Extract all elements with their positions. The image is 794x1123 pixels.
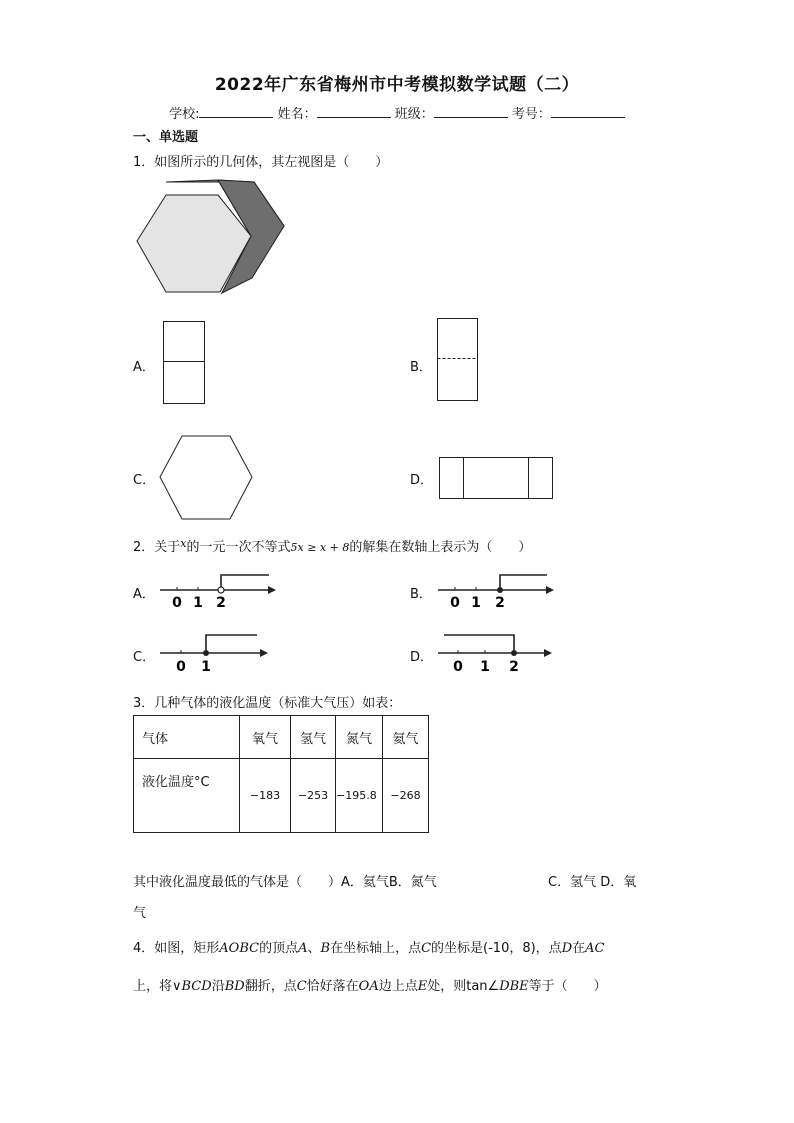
- question-1-text: 1．如图所示的几何体，其左视图是（ ）: [133, 155, 389, 170]
- table-header-cell: 氦气: [383, 716, 429, 759]
- q2-option-d-label: D．: [410, 650, 434, 665]
- question-4-line1: 4．如图，矩形AOBC的顶点A、B在坐标轴上，点C的坐标是(-10，8)，点D在AC: [133, 941, 605, 956]
- name-blank: [317, 105, 391, 118]
- name-label: 姓名：: [277, 107, 317, 122]
- section-title: 一、单选题: [133, 130, 199, 145]
- q2-option-a-numberline[interactable]: [158, 570, 278, 612]
- question-3-text: 3．几种气体的液化温度（标准大气压）如表：: [133, 696, 402, 711]
- table-header-cell: 气体: [134, 716, 240, 759]
- table-header-cell: 氮气: [336, 716, 383, 759]
- gas-temperature-table: [133, 715, 429, 833]
- svg-text:2: 2: [216, 595, 226, 611]
- student-info-line: [0, 103, 794, 122]
- hexagonal-prism-figure: [134, 178, 289, 296]
- svg-text:2: 2: [495, 595, 505, 611]
- table-cell: −195.8: [336, 759, 383, 833]
- svg-text:1: 1: [480, 659, 490, 675]
- table-cell: −183: [240, 759, 291, 833]
- q1-option-b-figure[interactable]: [437, 318, 479, 402]
- question-3-choices: 其中液化温度最低的气体是（ ）A．氦气B．氮气: [133, 875, 437, 890]
- table-cell: −268: [383, 759, 429, 833]
- q2-option-c-numberline[interactable]: [158, 632, 273, 676]
- q2-option-b-label: B．: [410, 587, 432, 602]
- svg-text:0: 0: [453, 659, 463, 675]
- class-blank: [434, 105, 508, 118]
- id-blank: [551, 105, 625, 118]
- class-label: 班级：: [394, 107, 434, 122]
- svg-text:0: 0: [172, 595, 182, 611]
- svg-text:0: 0: [176, 659, 186, 675]
- svg-text:1: 1: [471, 595, 481, 611]
- q1-option-d-figure[interactable]: [439, 457, 555, 500]
- svg-text:1: 1: [201, 659, 211, 675]
- svg-text:0: 0: [450, 595, 460, 611]
- table-header-cell: 氧气: [240, 716, 291, 759]
- svg-text:2: 2: [509, 659, 519, 675]
- q1-option-c-label: C．: [133, 473, 156, 488]
- id-label: 考号：: [511, 107, 551, 122]
- table-header-cell: 氢气: [291, 716, 336, 759]
- q1-option-b-label: B．: [410, 360, 432, 375]
- table-cell: −253: [291, 759, 336, 833]
- q2-option-b-numberline[interactable]: [436, 570, 556, 612]
- question-3-choices-c: C．氢气 D．氧: [548, 875, 637, 890]
- q1-option-d-label: D．: [410, 473, 434, 488]
- inequality: 5x ≥ x + 8: [290, 541, 350, 554]
- svg-text:1: 1: [193, 595, 203, 611]
- question-2-text: 2．关于$^x$的一元一次不等式5x ≥ x + 8的解集在数轴上表示为（ ）: [133, 537, 532, 555]
- school-blank: [199, 105, 273, 118]
- question-4-line2: 上，将∨BCD沿BD翻折，点C恰好落在OA边上点E处，则tan∠DBE等于（ ）: [133, 979, 607, 994]
- q2-option-d-numberline[interactable]: [436, 632, 556, 676]
- q2-option-a-label: A．: [133, 587, 155, 602]
- q2-option-c-label: C．: [133, 650, 156, 665]
- q1-option-a-label: A．: [133, 360, 155, 375]
- q1-option-a-figure[interactable]: [163, 321, 206, 405]
- school-label: 学校:: [169, 107, 200, 122]
- table-row-label: 液化温度°C: [134, 759, 240, 833]
- page-title: 2022年广东省梅州市中考模拟数学试题（二）: [214, 75, 580, 95]
- question-3-choices-wrap: 气: [133, 906, 147, 921]
- var-x: x: [180, 537, 187, 550]
- q1-option-c-figure[interactable]: [158, 434, 254, 522]
